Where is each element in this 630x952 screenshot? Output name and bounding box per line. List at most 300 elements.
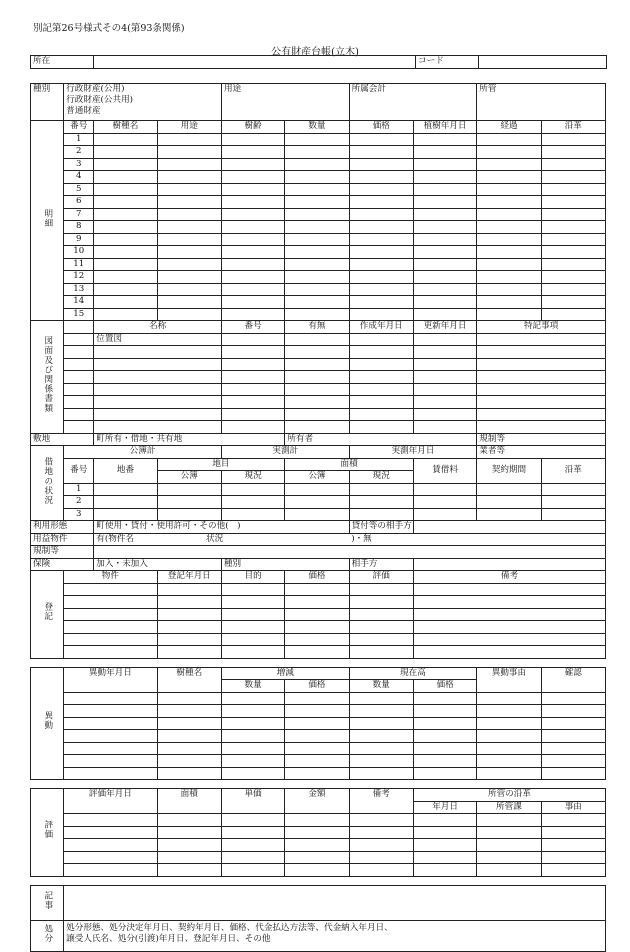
drawings-cell[interactable] bbox=[413, 408, 476, 421]
details-cell[interactable] bbox=[94, 196, 157, 209]
drawings-cell[interactable] bbox=[221, 346, 284, 359]
changes-cell[interactable] bbox=[221, 767, 284, 780]
details-cell[interactable] bbox=[413, 196, 476, 209]
code-field[interactable] bbox=[479, 56, 607, 69]
registration-cell[interactable] bbox=[157, 608, 221, 621]
details-cell[interactable] bbox=[413, 233, 476, 246]
site-owner-label[interactable]: 所有者 bbox=[285, 433, 477, 446]
details-cell[interactable] bbox=[541, 133, 605, 146]
details-cell[interactable] bbox=[285, 171, 349, 184]
valuation-cell[interactable] bbox=[541, 851, 605, 864]
details-cell[interactable] bbox=[541, 233, 605, 246]
changes-cell[interactable] bbox=[349, 755, 413, 768]
drawings-cell[interactable] bbox=[285, 396, 349, 409]
lease-cell[interactable] bbox=[285, 496, 349, 509]
drawings-cell[interactable] bbox=[64, 408, 94, 421]
changes-cell[interactable] bbox=[157, 755, 221, 768]
details-cell[interactable] bbox=[157, 233, 221, 246]
details-cell[interactable] bbox=[477, 208, 541, 221]
details-cell[interactable] bbox=[157, 296, 221, 309]
changes-cell[interactable] bbox=[349, 692, 413, 705]
lease-cell[interactable] bbox=[157, 508, 221, 521]
registration-cell[interactable] bbox=[157, 583, 221, 596]
details-cell[interactable] bbox=[541, 196, 605, 209]
lease-cell[interactable] bbox=[541, 483, 605, 496]
drawings-cell[interactable] bbox=[477, 383, 606, 396]
lease-cell[interactable] bbox=[413, 496, 476, 509]
registration-cell[interactable] bbox=[64, 646, 157, 659]
details-cell[interactable] bbox=[157, 158, 221, 171]
valuation-cell[interactable] bbox=[349, 839, 413, 852]
registration-cell[interactable] bbox=[64, 633, 157, 646]
drawings-cell[interactable] bbox=[221, 408, 284, 421]
valuation-cell[interactable] bbox=[541, 814, 605, 827]
lease-cell[interactable] bbox=[349, 508, 413, 521]
valuation-cell[interactable] bbox=[64, 864, 157, 877]
drawings-cell[interactable] bbox=[349, 408, 413, 421]
changes-cell[interactable] bbox=[541, 742, 605, 755]
drawings-cell[interactable] bbox=[64, 421, 94, 434]
details-cell[interactable] bbox=[221, 258, 284, 271]
drawings-cell[interactable] bbox=[221, 421, 284, 434]
lease-cell[interactable] bbox=[477, 483, 541, 496]
drawings-cell[interactable] bbox=[413, 396, 476, 409]
lease-cell[interactable] bbox=[349, 496, 413, 509]
drawings-cell[interactable] bbox=[413, 371, 476, 384]
changes-cell[interactable] bbox=[157, 705, 221, 718]
changes-cell[interactable] bbox=[477, 755, 541, 768]
registration-cell[interactable] bbox=[285, 596, 349, 609]
details-cell[interactable] bbox=[94, 133, 157, 146]
changes-cell[interactable] bbox=[541, 755, 605, 768]
details-cell[interactable] bbox=[413, 183, 476, 196]
changes-cell[interactable] bbox=[285, 730, 349, 743]
valuation-cell[interactable] bbox=[157, 851, 221, 864]
details-cell[interactable] bbox=[157, 308, 221, 321]
disposal-field[interactable] bbox=[64, 920, 606, 951]
details-cell[interactable] bbox=[349, 246, 413, 259]
details-cell[interactable] bbox=[477, 296, 541, 309]
drawings-cell[interactable] bbox=[477, 396, 606, 409]
drawings-name-cell[interactable] bbox=[94, 421, 222, 434]
valuation-cell[interactable] bbox=[64, 839, 157, 852]
details-cell[interactable] bbox=[157, 133, 221, 146]
changes-cell[interactable] bbox=[285, 742, 349, 755]
valuation-cell[interactable] bbox=[221, 851, 284, 864]
details-cell[interactable] bbox=[285, 158, 349, 171]
details-cell[interactable] bbox=[285, 283, 349, 296]
details-cell[interactable] bbox=[541, 283, 605, 296]
registration-cell[interactable] bbox=[349, 646, 413, 659]
details-cell[interactable] bbox=[413, 296, 476, 309]
details-cell[interactable] bbox=[477, 196, 541, 209]
changes-cell[interactable] bbox=[413, 705, 476, 718]
lease-cell[interactable] bbox=[477, 508, 541, 521]
lease-cell[interactable] bbox=[285, 508, 349, 521]
changes-cell[interactable] bbox=[477, 705, 541, 718]
drawings-name-cell[interactable] bbox=[94, 346, 222, 359]
changes-cell[interactable] bbox=[413, 730, 476, 743]
changes-cell[interactable] bbox=[413, 717, 476, 730]
details-cell[interactable] bbox=[413, 283, 476, 296]
details-cell[interactable] bbox=[349, 271, 413, 284]
changes-cell[interactable] bbox=[64, 730, 157, 743]
registration-cell[interactable] bbox=[285, 646, 349, 659]
details-cell[interactable] bbox=[157, 146, 221, 159]
lease-cell[interactable] bbox=[413, 483, 476, 496]
registration-cell[interactable] bbox=[64, 583, 157, 596]
details-cell[interactable] bbox=[349, 258, 413, 271]
changes-cell[interactable] bbox=[477, 717, 541, 730]
details-cell[interactable] bbox=[413, 146, 476, 159]
drawings-cell[interactable] bbox=[477, 371, 606, 384]
valuation-cell[interactable] bbox=[285, 826, 349, 839]
changes-cell[interactable] bbox=[221, 705, 284, 718]
registration-cell[interactable] bbox=[221, 621, 284, 634]
valuation-cell[interactable] bbox=[477, 851, 541, 864]
usage-cell[interactable] bbox=[221, 84, 349, 121]
registration-cell[interactable] bbox=[349, 583, 413, 596]
registration-cell[interactable] bbox=[64, 608, 157, 621]
details-cell[interactable] bbox=[221, 296, 284, 309]
valuation-cell[interactable] bbox=[221, 814, 284, 827]
lease-cell[interactable] bbox=[285, 483, 349, 496]
valuation-cell[interactable] bbox=[349, 814, 413, 827]
drawings-cell[interactable] bbox=[221, 371, 284, 384]
changes-cell[interactable] bbox=[477, 742, 541, 755]
changes-cell[interactable] bbox=[221, 717, 284, 730]
lease-cell[interactable] bbox=[94, 496, 157, 509]
lease-cell[interactable] bbox=[413, 508, 476, 521]
details-cell[interactable] bbox=[221, 208, 284, 221]
details-cell[interactable] bbox=[413, 246, 476, 259]
registration-cell[interactable] bbox=[349, 596, 413, 609]
details-cell[interactable] bbox=[285, 208, 349, 221]
drawings-name-cell[interactable] bbox=[94, 358, 222, 371]
registration-cell[interactable] bbox=[285, 633, 349, 646]
valuation-cell[interactable] bbox=[64, 814, 157, 827]
details-cell[interactable] bbox=[94, 183, 157, 196]
changes-cell[interactable] bbox=[541, 717, 605, 730]
changes-cell[interactable] bbox=[285, 717, 349, 730]
details-cell[interactable] bbox=[94, 233, 157, 246]
registration-cell[interactable] bbox=[157, 621, 221, 634]
changes-cell[interactable] bbox=[285, 705, 349, 718]
registration-cell[interactable] bbox=[221, 596, 284, 609]
registration-cell[interactable] bbox=[157, 633, 221, 646]
valuation-cell[interactable] bbox=[413, 814, 476, 827]
details-cell[interactable] bbox=[94, 146, 157, 159]
drawings-cell[interactable] bbox=[349, 383, 413, 396]
drawings-cell[interactable] bbox=[477, 408, 606, 421]
registration-cell[interactable] bbox=[413, 646, 605, 659]
drawings-cell[interactable] bbox=[64, 346, 94, 359]
drawings-cell[interactable] bbox=[64, 371, 94, 384]
details-cell[interactable] bbox=[349, 283, 413, 296]
drawings-cell[interactable] bbox=[221, 396, 284, 409]
drawings-name-cell[interactable] bbox=[94, 371, 222, 384]
details-cell[interactable] bbox=[349, 133, 413, 146]
valuation-cell[interactable] bbox=[221, 864, 284, 877]
details-cell[interactable] bbox=[477, 271, 541, 284]
drawings-cell[interactable] bbox=[413, 383, 476, 396]
registration-cell[interactable] bbox=[157, 646, 221, 659]
drawings-cell[interactable] bbox=[349, 346, 413, 359]
details-cell[interactable] bbox=[285, 233, 349, 246]
drawings-cell[interactable] bbox=[64, 396, 94, 409]
registration-cell[interactable] bbox=[413, 633, 605, 646]
site-regulation-label[interactable]: 規制等 bbox=[477, 433, 606, 446]
drawings-cell[interactable] bbox=[285, 333, 349, 346]
drawings-cell[interactable] bbox=[477, 333, 606, 346]
drawings-cell[interactable] bbox=[221, 358, 284, 371]
changes-cell[interactable] bbox=[64, 742, 157, 755]
details-cell[interactable] bbox=[94, 296, 157, 309]
details-cell[interactable] bbox=[94, 308, 157, 321]
details-cell[interactable] bbox=[477, 183, 541, 196]
drawings-cell[interactable] bbox=[413, 333, 476, 346]
drawings-cell[interactable] bbox=[349, 333, 413, 346]
details-cell[interactable] bbox=[157, 258, 221, 271]
valuation-cell[interactable] bbox=[157, 839, 221, 852]
valuation-cell[interactable] bbox=[157, 864, 221, 877]
details-cell[interactable] bbox=[157, 183, 221, 196]
registration-cell[interactable] bbox=[349, 608, 413, 621]
drawings-cell[interactable] bbox=[477, 421, 606, 434]
valuation-cell[interactable] bbox=[413, 864, 476, 877]
drawings-name-cell[interactable]: 位置図 bbox=[94, 333, 222, 346]
registration-cell[interactable] bbox=[221, 646, 284, 659]
details-cell[interactable] bbox=[157, 283, 221, 296]
valuation-cell[interactable] bbox=[349, 851, 413, 864]
changes-cell[interactable] bbox=[477, 692, 541, 705]
details-cell[interactable] bbox=[477, 233, 541, 246]
details-cell[interactable] bbox=[413, 258, 476, 271]
details-cell[interactable] bbox=[285, 221, 349, 234]
lease-cell[interactable] bbox=[221, 496, 284, 509]
lease-cell[interactable] bbox=[541, 508, 605, 521]
valuation-cell[interactable] bbox=[157, 826, 221, 839]
site-ownership-options[interactable]: 町所有・借地・共有地 bbox=[94, 433, 285, 446]
registration-cell[interactable] bbox=[221, 608, 284, 621]
details-cell[interactable] bbox=[94, 258, 157, 271]
drawings-cell[interactable] bbox=[349, 371, 413, 384]
changes-cell[interactable] bbox=[64, 705, 157, 718]
details-cell[interactable] bbox=[285, 296, 349, 309]
details-cell[interactable] bbox=[221, 183, 284, 196]
account-cell[interactable] bbox=[349, 84, 477, 121]
drawings-cell[interactable] bbox=[285, 346, 349, 359]
drawings-cell[interactable] bbox=[285, 371, 349, 384]
valuation-cell[interactable] bbox=[477, 826, 541, 839]
drawings-cell[interactable] bbox=[413, 421, 476, 434]
details-cell[interactable] bbox=[285, 258, 349, 271]
changes-cell[interactable] bbox=[477, 730, 541, 743]
details-cell[interactable] bbox=[541, 258, 605, 271]
details-cell[interactable] bbox=[477, 246, 541, 259]
drawings-cell[interactable] bbox=[285, 383, 349, 396]
changes-cell[interactable] bbox=[541, 730, 605, 743]
details-cell[interactable] bbox=[477, 221, 541, 234]
details-cell[interactable] bbox=[349, 171, 413, 184]
drawings-cell[interactable] bbox=[413, 346, 476, 359]
changes-cell[interactable] bbox=[221, 692, 284, 705]
valuation-cell[interactable] bbox=[413, 851, 476, 864]
changes-cell[interactable] bbox=[349, 742, 413, 755]
valuation-cell[interactable] bbox=[157, 814, 221, 827]
details-cell[interactable] bbox=[221, 221, 284, 234]
changes-cell[interactable] bbox=[64, 692, 157, 705]
details-cell[interactable] bbox=[413, 221, 476, 234]
details-cell[interactable] bbox=[221, 283, 284, 296]
drawings-cell[interactable] bbox=[64, 383, 94, 396]
details-cell[interactable] bbox=[349, 208, 413, 221]
details-cell[interactable] bbox=[541, 171, 605, 184]
drawings-cell[interactable] bbox=[64, 333, 94, 346]
drawings-name-cell[interactable] bbox=[94, 408, 222, 421]
drawings-cell[interactable] bbox=[349, 421, 413, 434]
details-cell[interactable] bbox=[221, 233, 284, 246]
valuation-cell[interactable] bbox=[477, 839, 541, 852]
details-cell[interactable] bbox=[413, 271, 476, 284]
changes-cell[interactable] bbox=[349, 767, 413, 780]
drawings-cell[interactable] bbox=[349, 396, 413, 409]
details-cell[interactable] bbox=[541, 296, 605, 309]
details-cell[interactable] bbox=[413, 308, 476, 321]
insurance-kind-label[interactable]: 種別 bbox=[221, 558, 349, 571]
valuation-cell[interactable] bbox=[541, 826, 605, 839]
details-cell[interactable] bbox=[349, 146, 413, 159]
details-cell[interactable] bbox=[285, 246, 349, 259]
details-cell[interactable] bbox=[477, 283, 541, 296]
details-cell[interactable] bbox=[477, 133, 541, 146]
changes-cell[interactable] bbox=[413, 742, 476, 755]
lease-cell[interactable] bbox=[94, 508, 157, 521]
details-cell[interactable] bbox=[349, 196, 413, 209]
changes-cell[interactable] bbox=[413, 767, 476, 780]
details-cell[interactable] bbox=[285, 133, 349, 146]
details-cell[interactable] bbox=[541, 146, 605, 159]
registration-cell[interactable] bbox=[64, 621, 157, 634]
details-cell[interactable] bbox=[413, 158, 476, 171]
details-cell[interactable] bbox=[157, 221, 221, 234]
valuation-cell[interactable] bbox=[541, 864, 605, 877]
drawings-cell[interactable] bbox=[221, 383, 284, 396]
lease-cell[interactable] bbox=[349, 483, 413, 496]
details-cell[interactable] bbox=[94, 246, 157, 259]
details-cell[interactable] bbox=[541, 308, 605, 321]
registration-cell[interactable] bbox=[221, 583, 284, 596]
insurance-counterparty-field[interactable] bbox=[413, 558, 605, 571]
details-cell[interactable] bbox=[94, 221, 157, 234]
details-cell[interactable] bbox=[221, 271, 284, 284]
valuation-cell[interactable] bbox=[285, 864, 349, 877]
lease-cell[interactable] bbox=[94, 483, 157, 496]
registration-cell[interactable] bbox=[221, 633, 284, 646]
lease-cell[interactable] bbox=[157, 496, 221, 509]
drawings-name-cell[interactable] bbox=[94, 396, 222, 409]
valuation-cell[interactable] bbox=[477, 864, 541, 877]
registration-cell[interactable] bbox=[285, 621, 349, 634]
details-cell[interactable] bbox=[157, 246, 221, 259]
details-cell[interactable] bbox=[349, 221, 413, 234]
details-cell[interactable] bbox=[221, 158, 284, 171]
details-cell[interactable] bbox=[221, 308, 284, 321]
registration-cell[interactable] bbox=[413, 583, 605, 596]
valuation-cell[interactable] bbox=[221, 826, 284, 839]
valuation-cell[interactable] bbox=[541, 839, 605, 852]
changes-cell[interactable] bbox=[349, 730, 413, 743]
changes-cell[interactable] bbox=[349, 705, 413, 718]
changes-cell[interactable] bbox=[349, 717, 413, 730]
details-cell[interactable] bbox=[285, 146, 349, 159]
registration-cell[interactable] bbox=[285, 583, 349, 596]
details-cell[interactable] bbox=[221, 246, 284, 259]
changes-cell[interactable] bbox=[157, 767, 221, 780]
details-cell[interactable] bbox=[541, 271, 605, 284]
valuation-cell[interactable] bbox=[349, 826, 413, 839]
changes-cell[interactable] bbox=[64, 755, 157, 768]
details-cell[interactable] bbox=[413, 208, 476, 221]
drawings-cell[interactable] bbox=[477, 358, 606, 371]
valuation-cell[interactable] bbox=[64, 851, 157, 864]
lease-cell[interactable] bbox=[541, 496, 605, 509]
valuation-cell[interactable] bbox=[285, 839, 349, 852]
details-cell[interactable] bbox=[477, 258, 541, 271]
drawings-cell[interactable] bbox=[285, 358, 349, 371]
changes-cell[interactable] bbox=[64, 717, 157, 730]
details-cell[interactable] bbox=[94, 158, 157, 171]
registration-cell[interactable] bbox=[285, 608, 349, 621]
details-cell[interactable] bbox=[541, 246, 605, 259]
registration-cell[interactable] bbox=[64, 596, 157, 609]
lease-cell[interactable] bbox=[221, 483, 284, 496]
details-cell[interactable] bbox=[285, 196, 349, 209]
details-cell[interactable] bbox=[94, 208, 157, 221]
changes-cell[interactable] bbox=[221, 742, 284, 755]
changes-cell[interactable] bbox=[285, 767, 349, 780]
jurisdiction-cell[interactable] bbox=[477, 84, 606, 121]
drawings-cell[interactable] bbox=[285, 421, 349, 434]
lease-cell[interactable] bbox=[477, 496, 541, 509]
details-cell[interactable] bbox=[221, 196, 284, 209]
details-cell[interactable] bbox=[285, 271, 349, 284]
details-cell[interactable] bbox=[413, 133, 476, 146]
changes-cell[interactable] bbox=[157, 730, 221, 743]
details-cell[interactable] bbox=[477, 171, 541, 184]
details-cell[interactable] bbox=[541, 158, 605, 171]
usage-form-options[interactable]: 町使用・貸付・使用許可・その他( ) bbox=[94, 521, 349, 534]
changes-cell[interactable] bbox=[541, 705, 605, 718]
changes-cell[interactable] bbox=[157, 717, 221, 730]
details-cell[interactable] bbox=[413, 171, 476, 184]
details-cell[interactable] bbox=[541, 221, 605, 234]
details-cell[interactable] bbox=[477, 158, 541, 171]
details-cell[interactable] bbox=[157, 271, 221, 284]
valuation-cell[interactable] bbox=[64, 826, 157, 839]
details-cell[interactable] bbox=[221, 133, 284, 146]
details-cell[interactable] bbox=[349, 308, 413, 321]
valuation-cell[interactable] bbox=[221, 839, 284, 852]
registration-cell[interactable] bbox=[413, 596, 605, 609]
insurance-options[interactable]: 加入・未加入 bbox=[94, 558, 222, 571]
type-options[interactable] bbox=[64, 84, 222, 121]
changes-cell[interactable] bbox=[157, 742, 221, 755]
details-cell[interactable] bbox=[221, 171, 284, 184]
details-cell[interactable] bbox=[349, 296, 413, 309]
changes-cell[interactable] bbox=[413, 755, 476, 768]
details-cell[interactable] bbox=[349, 158, 413, 171]
